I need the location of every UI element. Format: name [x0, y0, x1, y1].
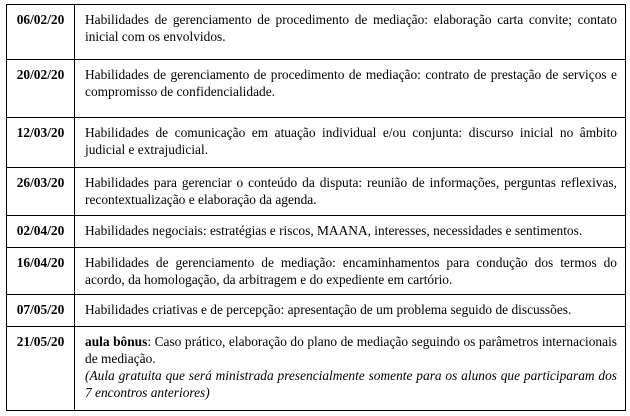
- session-date: 02/04/20: [7, 216, 75, 248]
- session-date: 16/04/20: [7, 248, 75, 295]
- bonus-label: aula bônus: [85, 334, 148, 349]
- session-date: 26/03/20: [7, 168, 75, 216]
- session-description: Habilidades de gerenciamento de procedimento de mediação: elaboração carta convite; contato inicial com os envolvidos.: [75, 5, 626, 60]
- session-description: Habilidades de comunicação em atuação individual e/ou conjunta: discurso inicial no âmbito judicial e extrajudicial.: [75, 118, 626, 168]
- table-row: [7, 60, 626, 118]
- session-date: 12/03/20: [7, 118, 75, 168]
- session-date: 21/05/20: [7, 327, 75, 411]
- bonus-note: (Aula gratuita que será ministrada presencialmente somente para os alunos que participaram dos 7 encontros anteriores): [85, 368, 617, 400]
- session-description: [75, 327, 626, 411]
- table-row: [7, 118, 626, 168]
- session-description: Habilidades de gerenciamento de procedimento de mediação: contrato de prestação de serviços e compromisso de confidencialidade.: [75, 60, 626, 118]
- table-row: [7, 5, 626, 60]
- table-row: [7, 248, 626, 295]
- table-row: [7, 168, 626, 216]
- session-description: Habilidades negociais: estratégias e riscos, MAANA, interesses, necessidades e sentimentos.: [75, 216, 626, 248]
- session-date: 06/02/20: [7, 5, 75, 60]
- session-description: Habilidades criativas e de percepção: apresentação de um problema seguido de discussões.: [75, 295, 626, 327]
- session-description: Habilidades para gerenciar o conteúdo da disputa: reunião de informações, perguntas reflexivas, recontextualização e elaboração da agenda.: [75, 168, 626, 216]
- schedule-table: [6, 4, 626, 411]
- session-description: Habilidades de gerenciamento de mediação: encaminhamentos para condução dos termos do acordo, da homologação, da arbitragem e do expediente em cartório.: [75, 248, 626, 295]
- table-row: [7, 327, 626, 411]
- session-date: 07/05/20: [7, 295, 75, 327]
- table-row: [7, 216, 626, 248]
- bonus-description: : Caso prático, elaboração do plano de mediação seguindo os parâmetros internacionais de mediação.: [85, 334, 617, 366]
- session-date: 20/02/20: [7, 60, 75, 118]
- table-row: [7, 295, 626, 327]
